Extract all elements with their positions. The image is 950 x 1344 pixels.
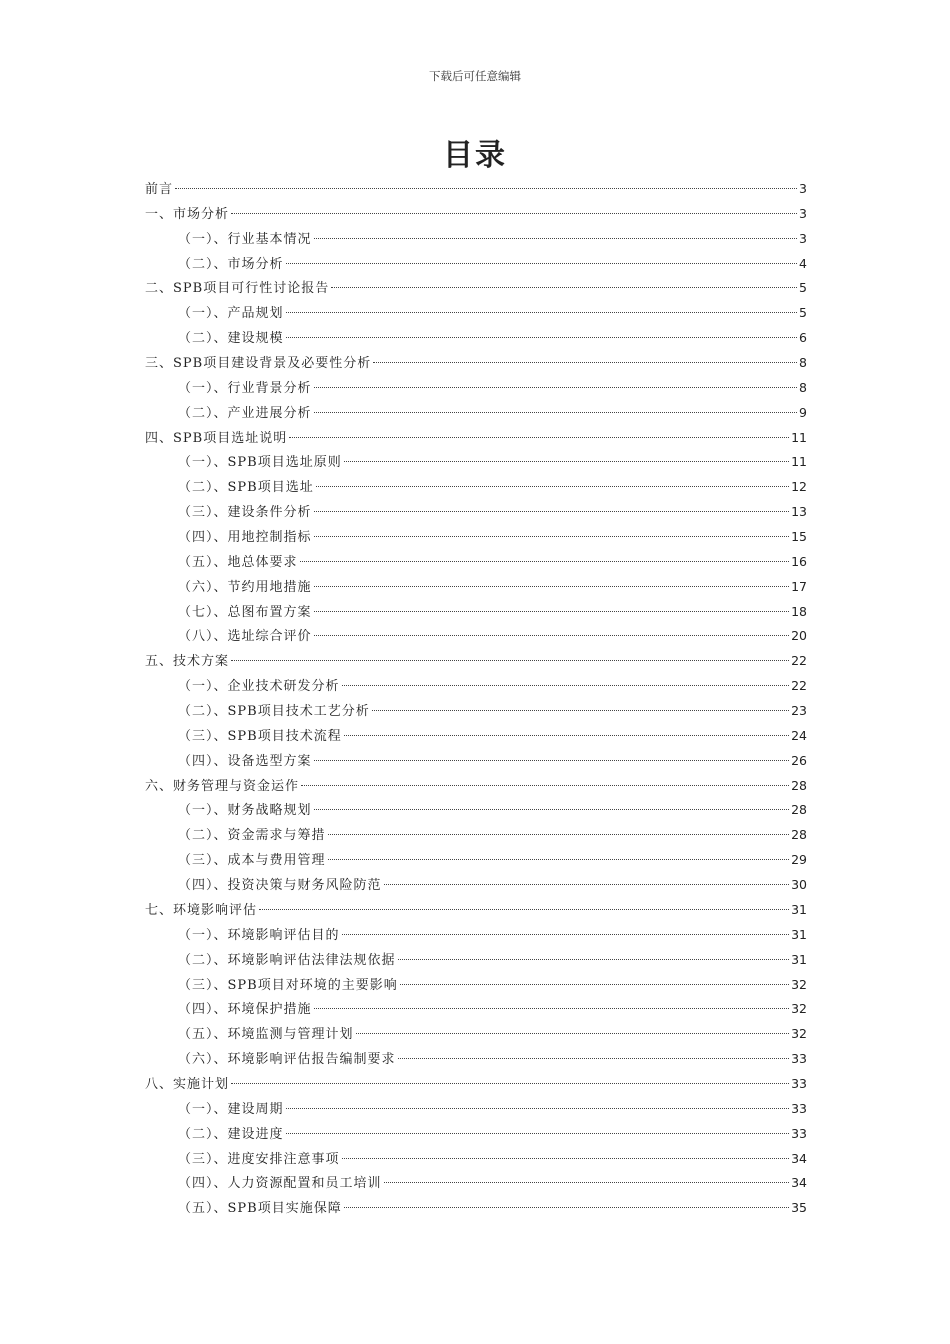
- toc-entry[interactable]: [145, 923, 807, 948]
- toc-entry-text: （六）、环境影响评估报告编制要求: [178, 1052, 396, 1068]
- toc-page-number: 35: [791, 1200, 807, 1216]
- toc-dot-leader: [316, 486, 789, 487]
- toc-dot-leader: [175, 188, 797, 189]
- toc-dot-leader: [328, 834, 790, 835]
- toc-dot-leader: [314, 635, 790, 636]
- toc-entry-text: （三）、SPB项目对环境的主要影响: [178, 977, 398, 993]
- toc-entry-text: （一）、行业背景分析: [178, 380, 312, 396]
- toc-entry[interactable]: [145, 450, 807, 475]
- toc-entry-text: （四）、环境保护措施: [178, 1002, 312, 1018]
- toc-dot-leader: [342, 685, 790, 686]
- toc-entry[interactable]: [145, 401, 807, 426]
- toc-page-number: 22: [791, 678, 807, 694]
- toc-page-number: 29: [791, 852, 807, 868]
- toc-entry-text: （二）、市场分析: [178, 256, 284, 272]
- toc-entry[interactable]: [145, 227, 807, 252]
- toc-page-number: 31: [791, 901, 807, 917]
- toc-entry[interactable]: [145, 177, 807, 202]
- toc-entry-text: （一）、产品规划: [178, 306, 284, 322]
- toc-entry-text: （二）、建设进度: [178, 1126, 284, 1142]
- toc-page-number: 9: [799, 404, 807, 420]
- toc-page-number: 26: [791, 752, 807, 768]
- toc-page-number: 32: [791, 1001, 807, 1017]
- toc-dot-leader: [286, 312, 798, 313]
- toc-page-number: 5: [799, 305, 807, 321]
- toc-entry[interactable]: [145, 252, 807, 277]
- toc-dot-leader: [314, 536, 790, 537]
- toc-entry[interactable]: [145, 997, 807, 1022]
- toc-page-number: 8: [799, 379, 807, 395]
- toc-dot-leader: [314, 412, 798, 413]
- toc-entry[interactable]: [145, 301, 807, 326]
- toc-page-number: 31: [791, 926, 807, 942]
- toc-entry[interactable]: [145, 649, 807, 674]
- toc-entry[interactable]: [145, 699, 807, 724]
- toc-entry[interactable]: [145, 1047, 807, 1072]
- toc-page-number: 33: [791, 1125, 807, 1141]
- toc-page-number: 23: [791, 703, 807, 719]
- toc-entry-text: （三）、建设条件分析: [178, 505, 312, 521]
- toc-page-number: 33: [791, 1100, 807, 1116]
- toc-entry-text: 八、实施计划: [145, 1076, 230, 1092]
- toc-page-number: 34: [791, 1150, 807, 1166]
- toc-entry[interactable]: [145, 948, 807, 973]
- toc-dot-leader: [286, 337, 798, 338]
- toc-entry[interactable]: [145, 525, 807, 550]
- toc-entry[interactable]: [145, 1147, 807, 1172]
- toc-dot-leader: [259, 909, 789, 910]
- toc-entry[interactable]: [145, 575, 807, 600]
- toc-dot-leader: [342, 1158, 790, 1159]
- toc-entry[interactable]: [145, 376, 807, 401]
- toc-entry-text: （七）、总图布置方案: [178, 604, 312, 620]
- toc-entry-text: （二）、环境影响评估法律法规依据: [178, 952, 396, 968]
- toc-dot-leader: [231, 1083, 789, 1084]
- toc-dot-leader: [314, 511, 790, 512]
- toc-dot-leader: [373, 362, 797, 363]
- toc-entry[interactable]: [145, 674, 807, 699]
- toc-page-number: 3: [799, 205, 807, 221]
- toc-entry-text: （四）、投资决策与财务风险防范: [178, 878, 382, 894]
- toc-entry-text: （二）、资金需求与筹措: [178, 828, 326, 844]
- toc-page-number: 20: [791, 628, 807, 644]
- toc-entry-text: （五）、SPB项目实施保障: [178, 1201, 342, 1217]
- toc-entry[interactable]: [145, 326, 807, 351]
- toc-entry-text: （三）、SPB项目技术流程: [178, 728, 342, 744]
- toc-entry-text: （四）、用地控制指标: [178, 530, 312, 546]
- table-of-contents: [145, 177, 807, 1221]
- toc-entry-text: （四）、人力资源配置和员工培训: [178, 1176, 382, 1192]
- toc-dot-leader: [344, 735, 789, 736]
- toc-page-number: 16: [791, 553, 807, 569]
- toc-page-number: 22: [791, 653, 807, 669]
- toc-dot-leader: [289, 437, 789, 438]
- toc-page-number: 31: [791, 951, 807, 967]
- toc-dot-leader: [344, 1207, 789, 1208]
- toc-page-number: 8: [799, 355, 807, 371]
- toc-entry-text: 三、SPB项目建设背景及必要性分析: [145, 356, 372, 372]
- toc-dot-leader: [314, 760, 790, 761]
- toc-entry[interactable]: [145, 276, 807, 301]
- toc-dot-leader: [286, 1133, 790, 1134]
- toc-dot-leader: [314, 1008, 790, 1009]
- toc-entry-text: （五）、环境监测与管理计划: [178, 1027, 354, 1043]
- toc-dot-leader: [384, 884, 790, 885]
- toc-entry[interactable]: [145, 500, 807, 525]
- toc-entry[interactable]: [145, 351, 807, 376]
- toc-entry[interactable]: [145, 600, 807, 625]
- toc-entry-text: 一、市场分析: [145, 206, 230, 222]
- toc-dot-leader: [300, 561, 790, 562]
- toc-entry-text: （一）、SPB项目选址原则: [178, 455, 342, 471]
- toc-page-number: 34: [791, 1175, 807, 1191]
- toc-page-number: 24: [791, 727, 807, 743]
- toc-entry-text: （八）、选址综合评价: [178, 629, 312, 645]
- toc-entry[interactable]: [145, 724, 807, 749]
- toc-dot-leader: [314, 809, 790, 810]
- toc-dot-leader: [301, 785, 789, 786]
- toc-dot-leader: [342, 934, 790, 935]
- toc-page-number: 32: [791, 1026, 807, 1042]
- toc-entry-text: （二）、建设规模: [178, 331, 284, 347]
- toc-page-number: 28: [791, 827, 807, 843]
- page-title: 目录: [443, 138, 507, 173]
- toc-dot-leader: [314, 387, 798, 388]
- toc-dot-leader: [372, 710, 789, 711]
- toc-page-number: 6: [799, 330, 807, 346]
- toc-entry-text: （一）、企业技术研发分析: [178, 679, 340, 695]
- toc-dot-leader: [328, 859, 790, 860]
- toc-entry-text: （二）、SPB项目选址: [178, 480, 314, 496]
- toc-entry-text: （一）、环境影响评估目的: [178, 927, 340, 943]
- toc-entry[interactable]: [145, 1072, 807, 1097]
- toc-entry-text: （五）、地总体要求: [178, 554, 298, 570]
- toc-page-number: 33: [791, 1051, 807, 1067]
- toc-dot-leader: [314, 238, 798, 239]
- toc-page-number: 32: [791, 976, 807, 992]
- toc-entry-text: （六）、节约用地措施: [178, 579, 312, 595]
- toc-page-number: 11: [791, 454, 807, 470]
- toc-entry-text: 二、SPB项目可行性讨论报告: [145, 281, 330, 297]
- toc-entry[interactable]: [145, 1196, 807, 1221]
- toc-dot-leader: [314, 611, 790, 612]
- toc-entry[interactable]: [145, 475, 807, 500]
- toc-dot-leader: [400, 984, 789, 985]
- toc-entry[interactable]: [145, 873, 807, 898]
- toc-dot-leader: [356, 1033, 790, 1034]
- toc-entry[interactable]: [145, 973, 807, 998]
- toc-dot-leader: [231, 660, 789, 661]
- toc-entry-text: （二）、产业进展分析: [178, 405, 312, 421]
- toc-dot-leader: [398, 959, 790, 960]
- toc-entry[interactable]: [145, 749, 807, 774]
- toc-page-number: 33: [791, 1075, 807, 1091]
- toc-dot-leader: [314, 586, 790, 587]
- header-note: 下载后可任意编辑: [429, 69, 521, 83]
- toc-entry[interactable]: [145, 798, 807, 823]
- toc-page-number: 28: [791, 802, 807, 818]
- toc-entry[interactable]: [145, 848, 807, 873]
- toc-entry[interactable]: [145, 1097, 807, 1122]
- toc-entry[interactable]: [145, 1171, 807, 1196]
- toc-entry[interactable]: [145, 426, 807, 451]
- toc-entry-text: （一）、财务战略规划: [178, 803, 312, 819]
- toc-entry-text: （一）、行业基本情况: [178, 231, 312, 247]
- toc-entry[interactable]: [145, 898, 807, 923]
- toc-page-number: 4: [799, 255, 807, 271]
- toc-entry-text: （三）、成本与费用管理: [178, 853, 326, 869]
- toc-dot-leader: [331, 287, 797, 288]
- toc-page-number: 12: [791, 479, 807, 495]
- toc-page-number: 3: [799, 181, 807, 196]
- toc-entry-text: （三）、进度安排注意事项: [178, 1151, 340, 1167]
- toc-page-number: 5: [799, 280, 807, 296]
- toc-entry-text: 五、技术方案: [145, 654, 230, 670]
- toc-dot-leader: [344, 461, 789, 462]
- toc-entry-text: 前言: [145, 182, 174, 197]
- toc-dot-leader: [286, 1108, 790, 1109]
- toc-entry-text: （一）、建设周期: [178, 1101, 284, 1117]
- toc-page-number: 3: [799, 230, 807, 246]
- toc-entry-text: 六、财务管理与资金运作: [145, 778, 300, 794]
- toc-entry[interactable]: [145, 202, 807, 227]
- toc-entry[interactable]: [145, 624, 807, 649]
- toc-entry-text: （二）、SPB项目技术工艺分析: [178, 704, 370, 720]
- toc-entry-text: 四、SPB项目选址说明: [145, 430, 288, 446]
- toc-entry[interactable]: [145, 774, 807, 799]
- toc-entry[interactable]: [145, 550, 807, 575]
- toc-dot-leader: [231, 213, 797, 214]
- toc-page-number: 13: [791, 504, 807, 520]
- toc-page-number: 28: [791, 777, 807, 793]
- toc-entry[interactable]: [145, 823, 807, 848]
- toc-dot-leader: [286, 263, 798, 264]
- toc-entry[interactable]: [145, 1022, 807, 1047]
- toc-page-number: 30: [791, 877, 807, 893]
- toc-entry[interactable]: [145, 1122, 807, 1147]
- toc-entry-text: （四）、设备选型方案: [178, 753, 312, 769]
- toc-entry-text: 七、环境影响评估: [145, 902, 258, 918]
- toc-page-number: 11: [791, 429, 807, 445]
- toc-page-number: 15: [791, 529, 807, 545]
- toc-page-number: 17: [791, 578, 807, 594]
- toc-dot-leader: [384, 1182, 790, 1183]
- toc-dot-leader: [398, 1058, 790, 1059]
- toc-page-number: 18: [791, 603, 807, 619]
